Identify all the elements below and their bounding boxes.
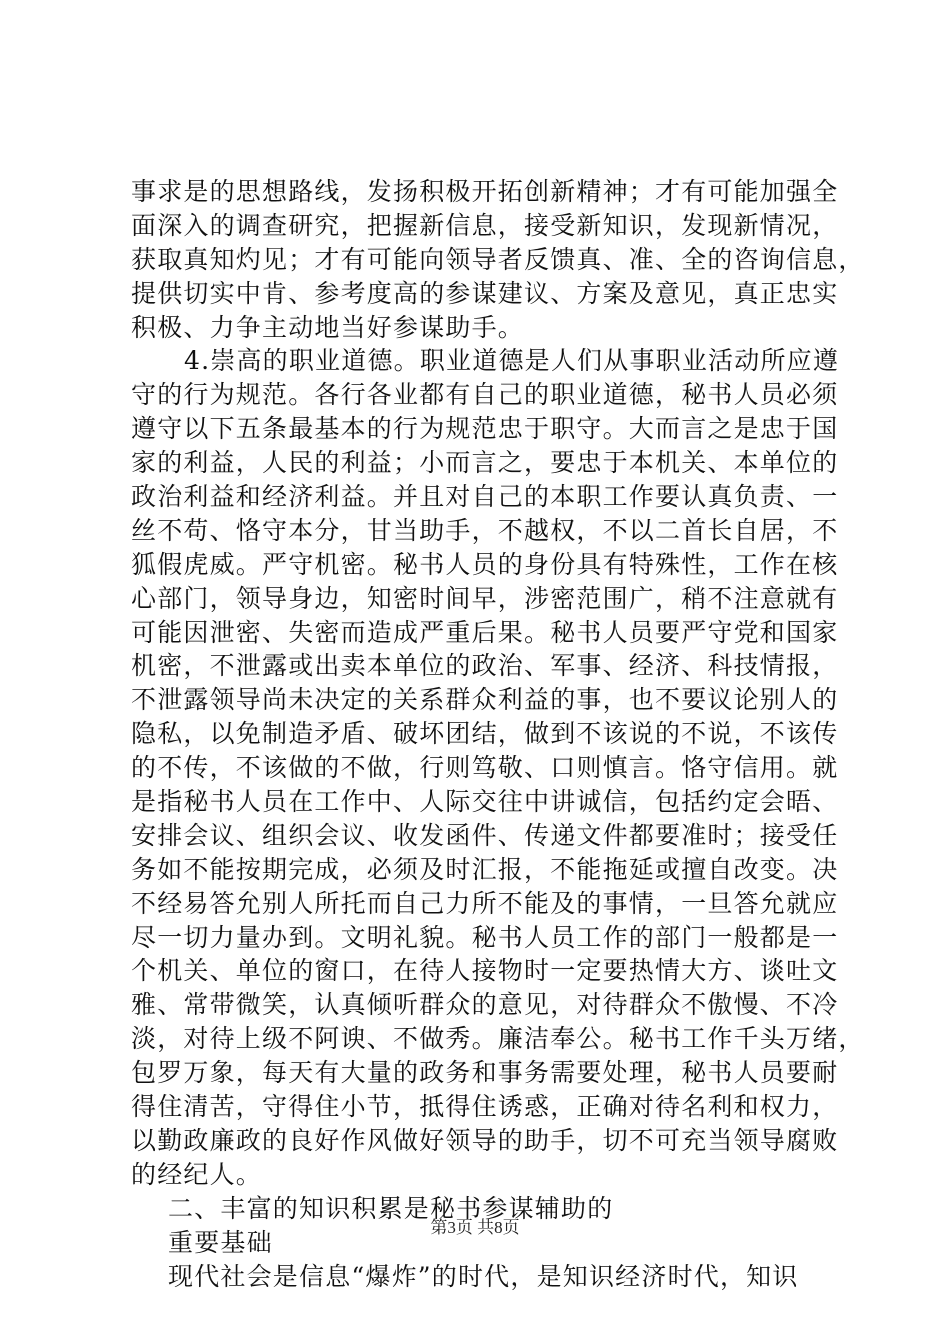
text-line: 雅、常带微笑，认真倾听群众的意见，对待群众不傲慢、不冷 <box>131 990 839 1020</box>
document-body <box>131 175 865 1293</box>
text-line: 4.崇高的职业道德。职业道德是人们从事职业活动所应遵 <box>184 346 840 376</box>
text-line: 个机关、单位的窗口，在待人接物时一定要热情大方、谈吐文 <box>131 956 839 986</box>
text-line: 狐假虎威。严守机密。秘书人员的身份具有特殊性，工作在核 <box>131 549 839 579</box>
text-line: 心部门，领导身边，知密时间早，涉密范围广，稍不注意就有 <box>131 583 839 613</box>
text-line: 积极、力争主动地当好参谋助手。 <box>131 312 525 342</box>
text-line: 获取真知灼见；才有可能向领导者反馈真、准、全的咨询信息， <box>131 244 865 274</box>
text-line: 不经易答允别人所托而自己力所不能及的事情，一旦答允就应 <box>131 888 839 918</box>
text-line: 事求是的思想路线，发扬积极开拓创新精神；才有可能加强全 <box>131 177 839 206</box>
section-line: 重要基础 <box>168 1227 273 1257</box>
text-line: 的经纪人。 <box>131 1159 263 1189</box>
text-line: 得住清苦，守得住小节，抵得住诱惑，正确对待名利和权力， <box>131 1092 839 1122</box>
text-line: 是指秘书人员在工作中、人际交往中讲诚信，包括约定会晤、 <box>131 787 839 817</box>
text-line: 机密，不泄露或出卖本单位的政治、军事、经济、科技情报， <box>131 651 839 681</box>
section-line: 现代社会是信息“爆炸”的时代，是知识经济时代，知识 <box>168 1261 799 1291</box>
text-line: 的不传，不该做的不做，行则笃敬、口则慎言。恪守信用。就 <box>131 753 839 783</box>
section-line: 二、丰富的知识积累是秘书参谋辅助的 <box>168 1193 614 1223</box>
text-line: 以勤政廉政的良好作风做好领导的助手，切不可充当领导腐败 <box>131 1125 839 1155</box>
text-line: 守的行为规范。各行各业都有自己的职业道德，秘书人员必须 <box>131 380 839 410</box>
text-line: 面深入的调查研究，把握新信息，接受新知识，发现新情况， <box>131 210 839 240</box>
text-line: 包罗万象，每天有大量的政务和事务需要处理，秘书人员要耐 <box>131 1058 839 1088</box>
text-line: 遵守以下五条最基本的行为规范忠于职守。大而言之是忠于国 <box>131 414 839 444</box>
page-footer: 第3页 共8页 <box>430 1218 520 1237</box>
text-line: 丝不苟、恪守本分，甘当助手，不越权，不以二首长自居，不 <box>131 515 839 545</box>
text-line: 不泄露领导尚未决定的关系群众利益的事，也不要议论别人的 <box>131 685 839 715</box>
text-line: 隐私，以免制造矛盾、破坏团结，做到不该说的不说，不该传 <box>131 719 839 749</box>
text-line: 务如不能按期完成，必须及时汇报，不能拖延或擅自改变。决 <box>131 854 839 884</box>
text-line: 政治利益和经济利益。并且对自己的本职工作要认真负责、一 <box>131 482 839 512</box>
text-line: 家的利益，人民的利益；小而言之，要忠于本机关、本单位的 <box>131 448 839 478</box>
text-line: 安排会议、组织会议、收发函件、传递文件都要准时；接受任 <box>131 820 839 850</box>
text-line: 尽一切力量办到。文明礼貌。秘书人员工作的部门一般都是一 <box>131 922 839 952</box>
text-line: 可能因泄密、失密而造成严重后果。秘书人员要严守党和国家 <box>131 617 839 647</box>
text-line: 提供切实中肯、参考度高的参谋建议、方案及意见，真正忠实 <box>131 278 839 308</box>
text-line: 淡，对待上级不阿谀、不做秀。廉洁奉公。秘书工作千头万绪， <box>131 1024 865 1054</box>
